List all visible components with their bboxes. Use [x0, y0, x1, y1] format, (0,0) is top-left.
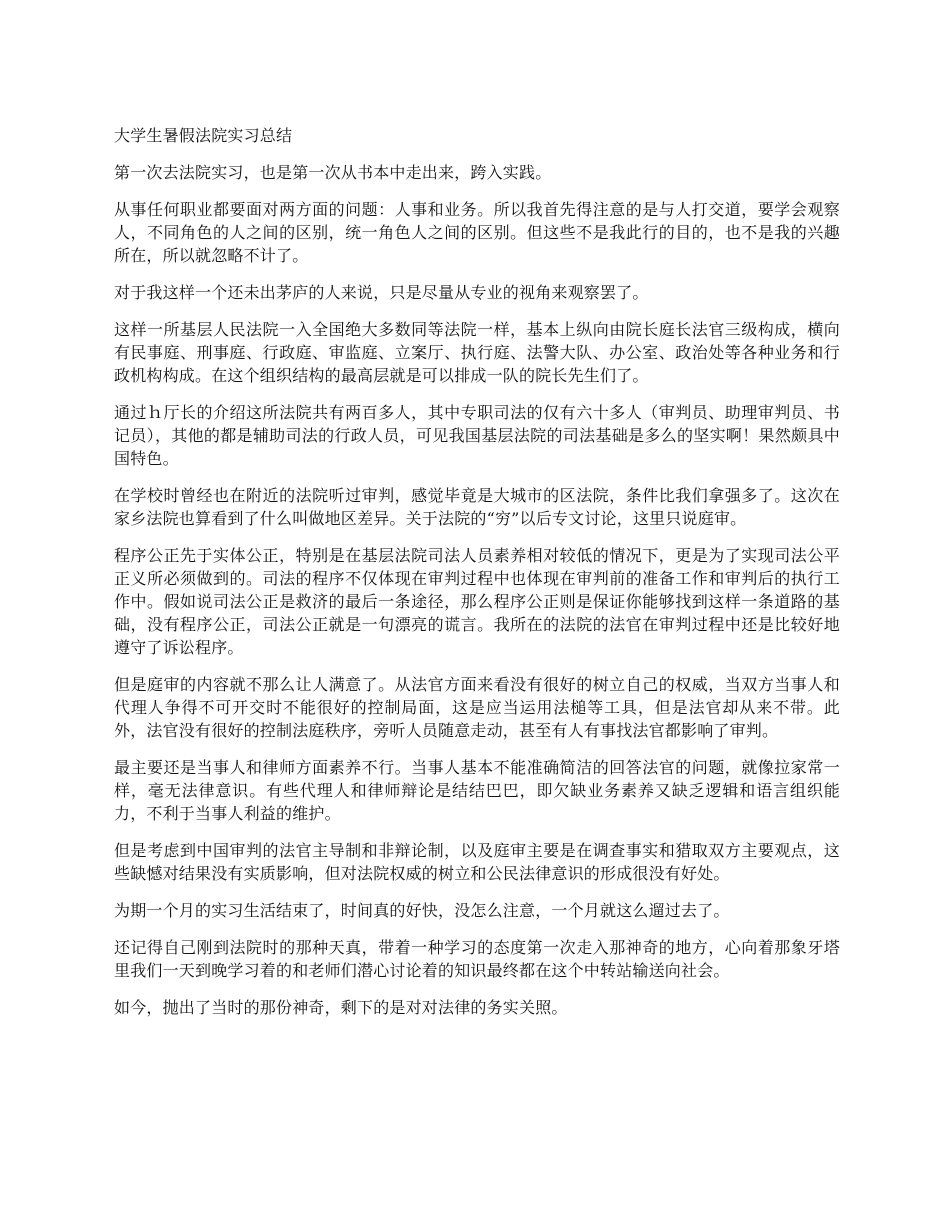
paragraph-8: 但是庭审的内容就不那么让人满意了。从法官方面来看没有很好的树立自己的权威，当双方当事人和代理人争得不可开交时不能很好的控制局面，这是应当运用法槌等工具，但是法官却从来不带。此外，法官没有很好的控制法庭秩序，旁听人员随意走动，甚至有人有事找法官都影响了审判。: [114, 675, 840, 740]
paragraph-5: 通过ｈ厅长的介绍这所法院共有两百多人，其中专职司法的仅有六十多人（审判员、助理审判员、书记员），其他的都是辅助司法的行政人员，可见我国基层法院的司法基础是多么的坚实啊！果然颇具中国特色。: [114, 403, 840, 468]
paragraph-9: 最主要还是当事人和律师方面素养不行。当事人基本不能准确简洁的回答法官的问题，就像拉家常一样，毫无法律意识。有些代理人和律师辩论是结结巴巴，即欠缺业务素养又缺乏逻辑和语言组织能力，不利于当事人利益的维护。: [114, 758, 840, 823]
paragraph-10: 但是考虑到中国审判的法官主导制和非辩论制，以及庭审主要是在调查事实和猎取双方主要观点，这些缺憾对结果没有实质影响，但对法院权威的树立和公民法律意识的形成很没有好处。: [114, 841, 840, 883]
document-title: 大学生暑假法院实习总结: [114, 126, 293, 145]
paragraph-6: 在学校时曾经也在附近的法院听过审判，感觉毕竟是大城市的区法院，条件比我们拿强多了。这次在家乡法院也算看到了什么叫做地区差异。关于法院的“穷”以后专文讨论，这里只说庭审。: [114, 486, 840, 528]
paragraph-2: 从事任何职业都要面对两方面的问题：人事和业务。所以我首先得注意的是与人打交道，要学会观察人，不同角色的人之间的区别，统一角色人之间的区别。但这些不是我此行的目的，也不是我的兴趣所在，所以就忽略不计了。: [114, 200, 840, 265]
paragraph-7: 程序公正先于实体公正，特别是在基层法院司法人员素养相对较低的情况下，更是为了实现司法公平正义所必须做到的。司法的程序不仅体现在审判过程中也体现在审判前的准备工作和审判后的执行工作中。假如说司法公正是救济的最后一条途径，那么程序公正则是保证你能够找到这样一条道路的基础，没有程序公正，司法公正就是一句漂亮的谎言。我所在的法院的法官在审判过程中还是比较好地遵守了诉讼程序。: [114, 546, 840, 657]
document-page: [114, 124, 840, 1033]
paragraph-12: 还记得自己刚到法院时的那种天真，带着一种学习的态度第一次走入那神奇的地方，心向着那象牙塔里我们一天到晚学习着的和老师们潜心讨论着的知识最终都在这个中转站输送向社会。: [114, 938, 840, 980]
paragraph-3: 对于我这样一个还未出茅庐的人来说，只是尽量从专业的视角来观察罢了。: [114, 283, 649, 302]
paragraph-13: 如今，抛出了当时的那份神奇，剩下的是对对法律的务实关照。: [114, 998, 568, 1017]
paragraph-11: 为期一个月的实习生活结束了，时间真的好快，没怎么注意，一个月就这么遛过去了。: [114, 901, 730, 920]
paragraph-1: 第一次去法院实习，也是第一次从书本中走出来，跨入实践。: [114, 163, 552, 182]
paragraph-4: 这样一所基层人民法院一入全国绝大多数同等法院一样，基本上纵向由院长庭长法官三级构成，横向有民事庭、刑事庭、行政庭、审监庭、立案厅、执行庭、法警大队、办公室、政治处等各种业务和行政机构构成。在这个组织结构的最高层就是可以排成一队的院长先生们了。: [114, 320, 840, 385]
